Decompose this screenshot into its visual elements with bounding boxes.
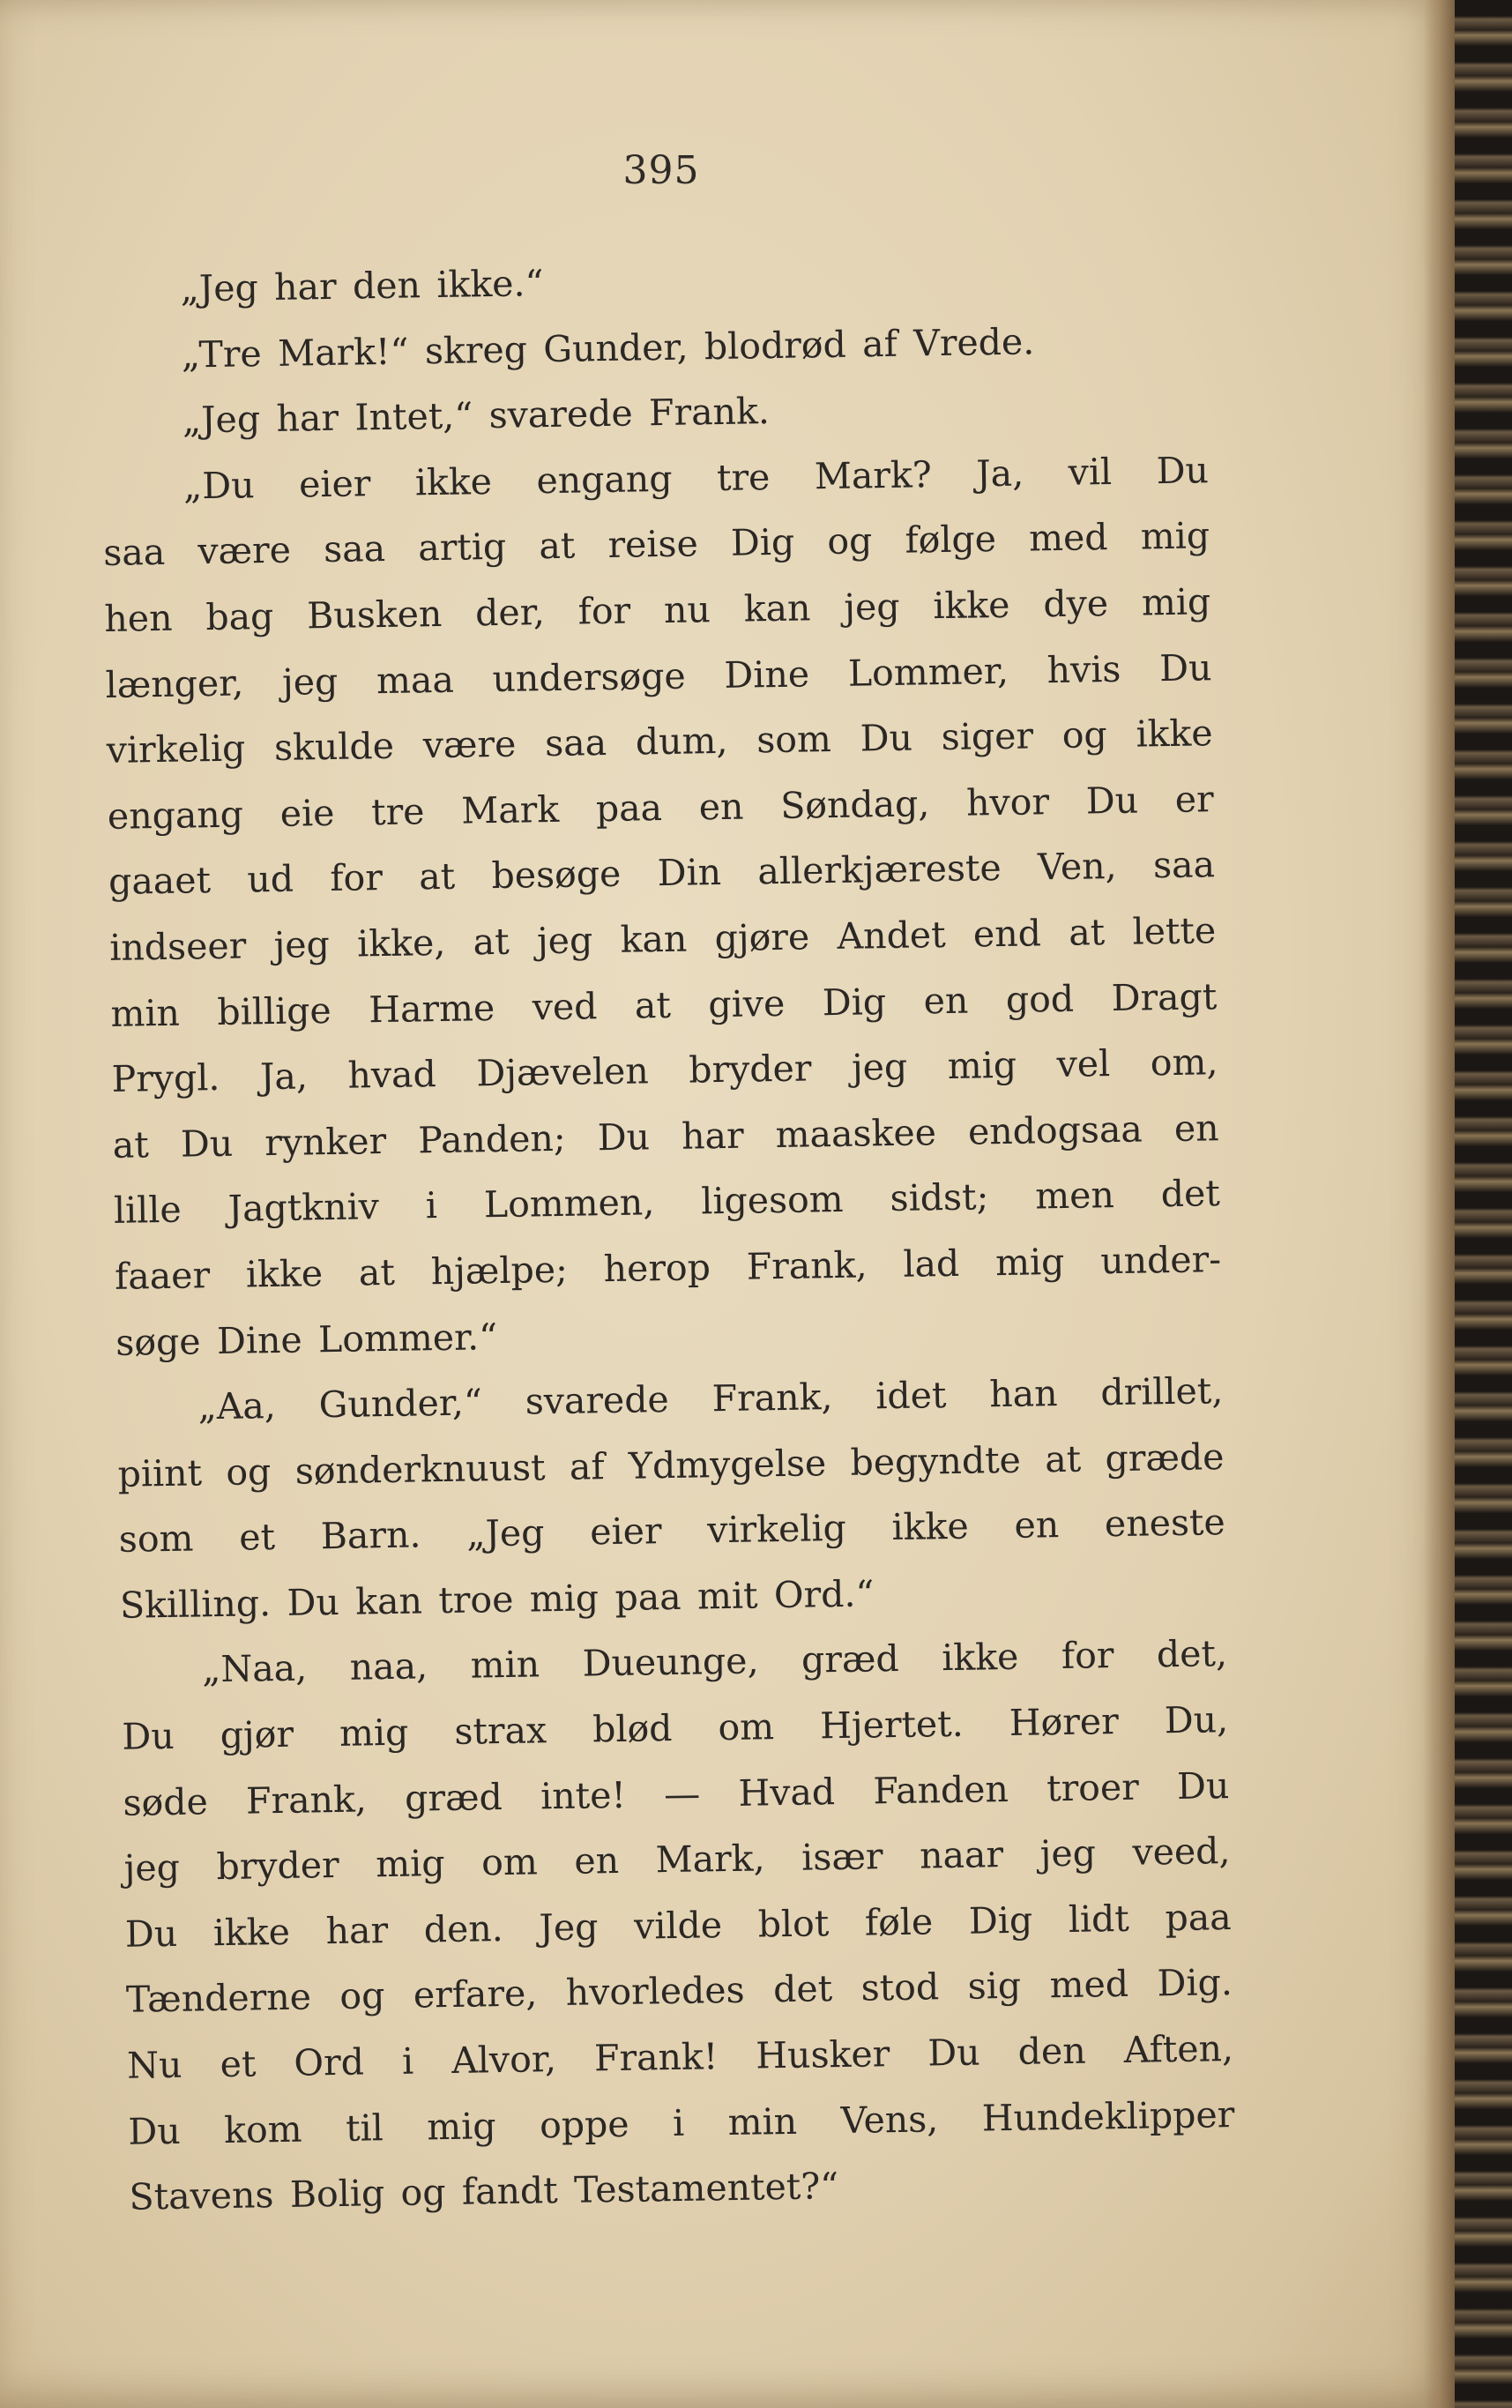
word: lidt [1068,1897,1130,1941]
word: Dueunge, [582,1639,759,1686]
word: Aften, [1123,2027,1234,2072]
word: være [422,722,517,767]
word: ved [532,984,598,1028]
word: Du [1085,779,1139,823]
word: siger [941,714,1034,759]
word: Bolig [289,2172,385,2217]
word: nu [663,588,711,631]
word: erfare, [413,1972,538,2017]
word: engang [536,457,673,503]
word: Vens, [840,2097,939,2142]
word: ikke [891,1504,970,1549]
word: ligesom [700,1178,844,1223]
word: har [276,396,339,441]
word: vil [1068,450,1113,494]
word: og [339,1974,385,2018]
word: være [197,528,292,573]
word: græd [404,1775,503,1820]
word: en [1014,1503,1060,1547]
word: Hvad [738,1770,836,1815]
word: Dine [724,652,810,697]
word: som [756,718,832,762]
word: besøge [491,853,622,898]
word: Dig [730,521,795,565]
word: i [425,1184,438,1227]
word: saa [323,527,386,571]
word: faaer [114,1254,211,1298]
word: eier [298,461,371,506]
word: Jeg [539,1905,599,1950]
word: at [1044,1437,1082,1480]
word: følge [905,518,997,563]
word: har [325,1908,389,1953]
word: jeg [281,660,339,704]
word: har [681,1114,744,1158]
word: naar [919,1833,1004,1877]
word: Lommen, [483,1181,655,1226]
word: det [1160,1172,1221,1216]
word: svarede [488,391,634,437]
word: dum, [635,719,728,764]
word: Hører [1009,1700,1120,1745]
word: troe [437,1577,514,1622]
word: hvis [1046,647,1121,691]
word: Du [1176,1763,1230,1808]
word: Gunder,“ [318,1381,483,1427]
word: Dig. [1157,1961,1233,2005]
body-text [99,240,1236,2230]
word: Du [121,1714,175,1758]
word: for [577,589,631,633]
word: om [718,1705,775,1749]
word: og [826,519,873,563]
word: Andet [837,913,946,958]
word: en [698,785,744,829]
word: skreg [424,327,528,372]
word: hjælpe; [430,1248,569,1293]
word: dye [1042,582,1109,626]
word: at [538,524,576,568]
word: ikke, [356,921,446,965]
word: bryder [216,1844,340,1889]
word: hvor [965,779,1050,824]
word: for [330,856,384,900]
word: Fanden [873,1767,1009,1813]
word: allerkjæreste [757,846,1002,893]
word: jeg [536,919,593,963]
word: at [358,1250,396,1294]
word: vilde [633,1903,723,1948]
word: Dig [822,980,887,1024]
word: saa [544,721,607,765]
word: Du [128,2109,182,2153]
word: Ord [294,2040,365,2084]
word: Vrede. [912,319,1035,365]
word: eneste [1104,1501,1226,1546]
word: Lommer.“ [317,1315,498,1361]
word: Lommer, [847,649,1009,695]
word: kan [354,1579,423,1623]
word: til [345,2106,384,2150]
word: saa [102,531,166,575]
word: oppe [539,2102,629,2147]
page-edge-shadow [1424,0,1455,2408]
word: fandt [461,2169,559,2214]
word: Nu [126,2043,182,2087]
word: rynker [264,1119,387,1164]
word: at [112,1122,150,1167]
word: der, [474,591,546,635]
word: ud [246,857,294,901]
word: Du [1156,449,1210,492]
word: Frank! [593,2035,719,2080]
word: maa [376,658,455,702]
word: lad [903,1241,960,1286]
word: Du [124,1912,178,1956]
word: at [473,920,510,964]
word: for [1061,1634,1114,1678]
word: Dine [216,1318,303,1362]
word: Barn. [320,1513,421,1558]
word: med [1028,516,1108,560]
word: Du [597,1115,651,1159]
word: give [708,981,786,1025]
word: Mark? [814,452,933,498]
word: hvorledes [565,1969,745,2015]
word: indseer [108,924,247,969]
word: Dig [968,1898,1033,1942]
word: Dragt [1111,974,1218,1019]
word: idet [875,1374,947,1418]
word: gjøre [714,915,810,960]
word: en [923,979,969,1022]
word: han [988,1372,1058,1416]
word: eie [279,791,335,835]
word: Hundeklipper [981,2092,1235,2140]
word: Tænderne [125,1975,312,2022]
word: bryder [688,1047,812,1092]
word: blodrød [704,323,847,368]
word: saa [1152,843,1216,887]
word: — [663,1772,701,1815]
word: og [1061,713,1108,757]
word: er [1174,777,1215,821]
word: hen [104,596,173,640]
word: i [401,2039,414,2083]
word: „Naa, [201,1646,308,1691]
word: „Aa, [197,1384,277,1428]
word: et [220,2042,257,2086]
word: jeg [843,585,900,629]
word: virkelig [106,727,246,772]
word: den. [423,1906,504,1951]
word: engang [107,793,244,838]
word: mig [426,2104,496,2149]
word: min [470,1643,540,1688]
word: bag [205,594,274,639]
word: om [480,1840,539,1884]
word: ikke [933,583,1010,628]
word: Ven, [1037,845,1118,889]
word: længer, [105,661,244,706]
word: Du, [1164,1698,1229,1742]
word: om, [1150,1040,1218,1085]
word: Mark!“ [277,330,409,375]
word: jeg [273,922,331,966]
word: troer [1046,1765,1140,1809]
word: jeg [1039,1831,1097,1875]
word: Husker [755,2032,890,2077]
word: end [972,912,1042,956]
word: Jagtkniv [227,1185,380,1231]
word: svarede [525,1378,670,1423]
page-number: 395 [622,148,700,193]
word: artig [417,526,507,570]
word: piint [117,1451,203,1495]
word: tre [370,790,425,833]
word: det [772,1967,833,2011]
word: af [861,322,898,365]
word: ikke [941,1636,1019,1680]
word: Alvor, [451,2038,557,2082]
word: sig [967,1964,1022,2009]
word: gjør [220,1712,294,1757]
word: blød [592,1707,673,1751]
word: jeg [851,1045,908,1089]
word: paa [614,1575,682,1619]
word: at [634,983,672,1027]
word: kan [743,586,811,630]
word: Du [927,2031,980,2075]
word: Skilling. [119,1582,272,1627]
word: Stavens [129,2173,274,2218]
word: den [352,264,421,308]
word: naa, [349,1644,428,1689]
word: vel [1056,1042,1111,1086]
word: veed, [1132,1830,1231,1875]
word: Du [860,716,913,760]
word: kom [223,2107,302,2151]
word: Djævelen [475,1049,650,1095]
word: under- [1099,1238,1222,1283]
word: og [226,1450,272,1494]
word: græde [1105,1435,1225,1480]
word: som [118,1517,194,1562]
word: min [110,991,181,1035]
word: mig [529,1577,600,1621]
word: men [1034,1174,1115,1218]
word: maaskee [775,1110,937,1156]
word: hvad [347,1053,437,1097]
word: Frank, [245,1778,368,1823]
word: Mark, [655,1837,765,1882]
word: min [727,2099,798,2143]
word: stod [860,1965,940,2010]
word: mig [947,1043,1017,1088]
word: „Jeg [182,398,261,442]
word: begyndte [850,1438,1022,1484]
word: Du [1158,645,1212,690]
word: at [418,855,456,898]
word: mig [994,1240,1065,1285]
word: paa [1165,1895,1233,1940]
word: Hjertet. [819,1702,965,1748]
word: inte! [540,1773,627,1817]
word: Harme [368,986,495,1031]
word: Mark [460,787,560,832]
word: føle [864,1900,934,1944]
word: især [801,1835,883,1879]
adjacent-page-edge [1455,0,1512,2408]
word: Frank, [711,1375,833,1420]
word: „Du [182,464,255,508]
word: Ydmygelse [628,1441,827,1487]
word: Ord.“ [773,1572,875,1617]
word: skulde [273,724,395,770]
word: virkelig [706,1507,847,1552]
word: Panden; [417,1116,566,1162]
word: sidst; [890,1175,989,1220]
word: kan [620,917,688,961]
word: god [1005,977,1075,1021]
word: en [1173,1106,1219,1150]
word: Din [657,851,722,895]
word: herop [603,1246,711,1291]
word: Frank, [746,1243,868,1288]
word: Søndag, [779,782,930,827]
word: mig [1140,514,1210,558]
word: tre [716,455,771,499]
word: af [569,1444,605,1488]
word: strax [453,1709,547,1753]
word: og [400,2171,446,2215]
word: „Tre [181,332,263,376]
word: har [273,265,338,309]
word: Ja, [975,451,1024,496]
word: Gunder, [542,325,689,370]
word: ikke [212,1910,291,1955]
word: mit [696,1574,758,1618]
word: Prygl. [111,1056,220,1101]
word: „Jeg [180,266,259,310]
word: mig [339,1711,409,1755]
word: søde [123,1779,209,1824]
word: lille [113,1188,182,1233]
word: reise [607,522,699,567]
word: græd [801,1637,900,1682]
word: søge [115,1319,201,1364]
word: billige [217,988,332,1033]
word: jeg [123,1846,181,1890]
word: ikke [245,1252,324,1296]
word: Frank. [648,390,771,435]
word: lette [1132,909,1217,953]
word: en [573,1839,620,1882]
word: Intet,“ [354,394,473,439]
word: Ja, [259,1055,309,1099]
word: blot [757,1902,830,1946]
word: med [1049,1963,1129,2007]
word: „Jeg [466,1511,545,1555]
word: undersøge [492,654,687,700]
word: gaaet [108,859,212,904]
word: et [238,1516,276,1559]
word: ikke [1136,712,1213,756]
word: mig [1141,580,1211,624]
word: det, [1156,1632,1228,1676]
word: mig [375,1842,445,1886]
word: Du [180,1122,234,1166]
word: Du [287,1580,340,1624]
word: eier [589,1510,662,1554]
word: endogsaa [967,1107,1143,1153]
word: den [1017,2029,1087,2073]
word: ikke [414,459,493,504]
word: Testamentet?“ [573,2165,839,2212]
word: drillet, [1100,1369,1224,1414]
word: at [1068,911,1106,954]
word: i [672,2101,685,2144]
word: sønderknuust [294,1445,546,1493]
word: paa [595,786,663,830]
word: Busken [306,592,443,637]
word: ikke.“ [436,262,544,306]
